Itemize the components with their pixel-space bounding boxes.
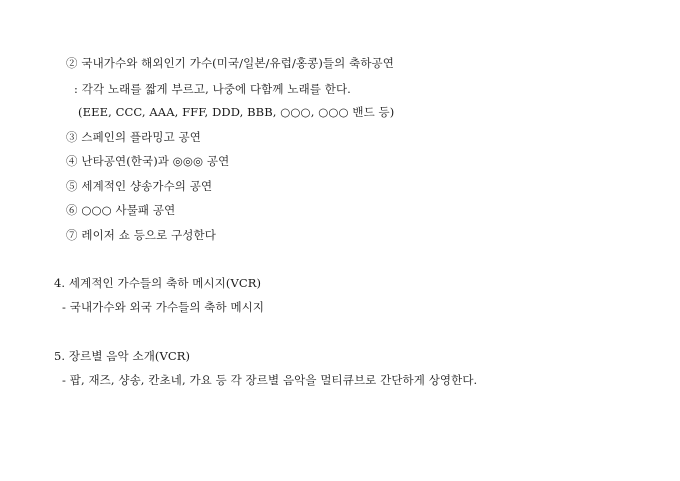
section-5-detail: - 팝, 재즈, 샹송, 칸초네, 가요 등 각 장르별 음악을 멀티큐브로 간단하게 상영한다. xyxy=(62,373,478,387)
section-4-detail: - 국내가수와 외국 가수들의 축하 메시지 xyxy=(62,300,265,314)
section-5-heading: 5. 장르별 음악 소개(VCR) xyxy=(54,349,191,363)
section-4-heading: 4. 세계적인 가수들의 축하 메시지(VCR) xyxy=(54,276,262,290)
list-item-3: ③ 스페인의 플라밍고 공연 xyxy=(66,130,201,144)
list-item-2: ② 국내가수와 해외인기 가수(미국/일본/유럽/홍콩)들의 축하공연 xyxy=(66,56,394,70)
list-item-2-performers: (EEE, CCC, AAA, FFF, DDD, BBB, ○○○, ○○○ 밴드 등) xyxy=(78,105,395,119)
list-item-5: ⑤ 세계적인 샹송가수의 공연 xyxy=(66,179,213,193)
list-item-7: ⑦ 레이저 쇼 등으로 구성한다 xyxy=(66,228,216,242)
list-item-6: ⑥ ○○○ 사물패 공연 xyxy=(66,203,176,217)
list-item-4: ④ 난타공연(한국)과 ◎◎◎ 공연 xyxy=(66,154,230,168)
list-item-2-description: : 각각 노래를 짧게 부르고, 나중에 다함께 노래를 한다. xyxy=(74,82,351,96)
